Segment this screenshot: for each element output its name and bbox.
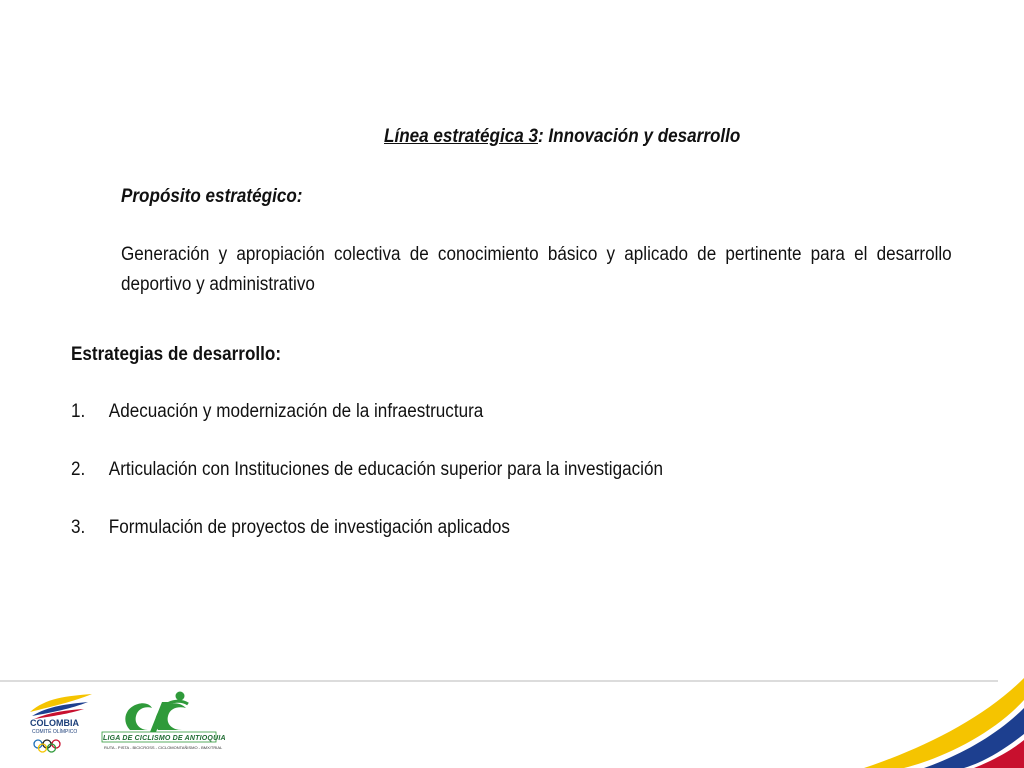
corner-swoosh-icon xyxy=(864,678,1024,768)
purpose-text: Generación y apropiación colectiva de conocimiento básico y aplicado de pertinente para el desarrollo deportivo y administrativo xyxy=(121,244,952,295)
strategy-text: Adecuación y modernización de la infraestructura xyxy=(108,401,484,422)
liga-logo-name: LIGA DE CICLISMO DE ANTIOQUIA xyxy=(103,735,226,742)
strategy-number: 2. xyxy=(71,459,86,480)
title-line-number: Línea estratégica 3 xyxy=(384,126,538,147)
slide-title xyxy=(384,126,740,148)
strategy-number: 3. xyxy=(71,517,86,538)
strategy-text: Formulación de proyectos de investigación aplicados xyxy=(108,517,510,538)
coc-logo-name: COLOMBIA xyxy=(30,718,79,728)
strategy-number: 1. xyxy=(71,401,86,422)
coc-logo-subtitle: COMITÉ OLÍMPICO xyxy=(32,729,78,735)
title-topic: : Innovación y desarrollo xyxy=(537,126,741,147)
strategies-heading: Estrategias de desarrollo: xyxy=(71,344,282,365)
liga-logo-subtitle: RUTA - PISTA - BICICROSS - CICLOMONTAÑISMO - BMX/TRIAL xyxy=(104,745,223,750)
strategy-item xyxy=(71,459,663,481)
strategy-item xyxy=(71,517,510,539)
strategy-text: Articulación con Instituciones de educación superior para la investigación xyxy=(108,459,663,480)
footer-divider xyxy=(0,680,998,682)
strategy-item xyxy=(71,401,483,423)
purpose-heading: Propósito estratégico: xyxy=(121,186,303,207)
